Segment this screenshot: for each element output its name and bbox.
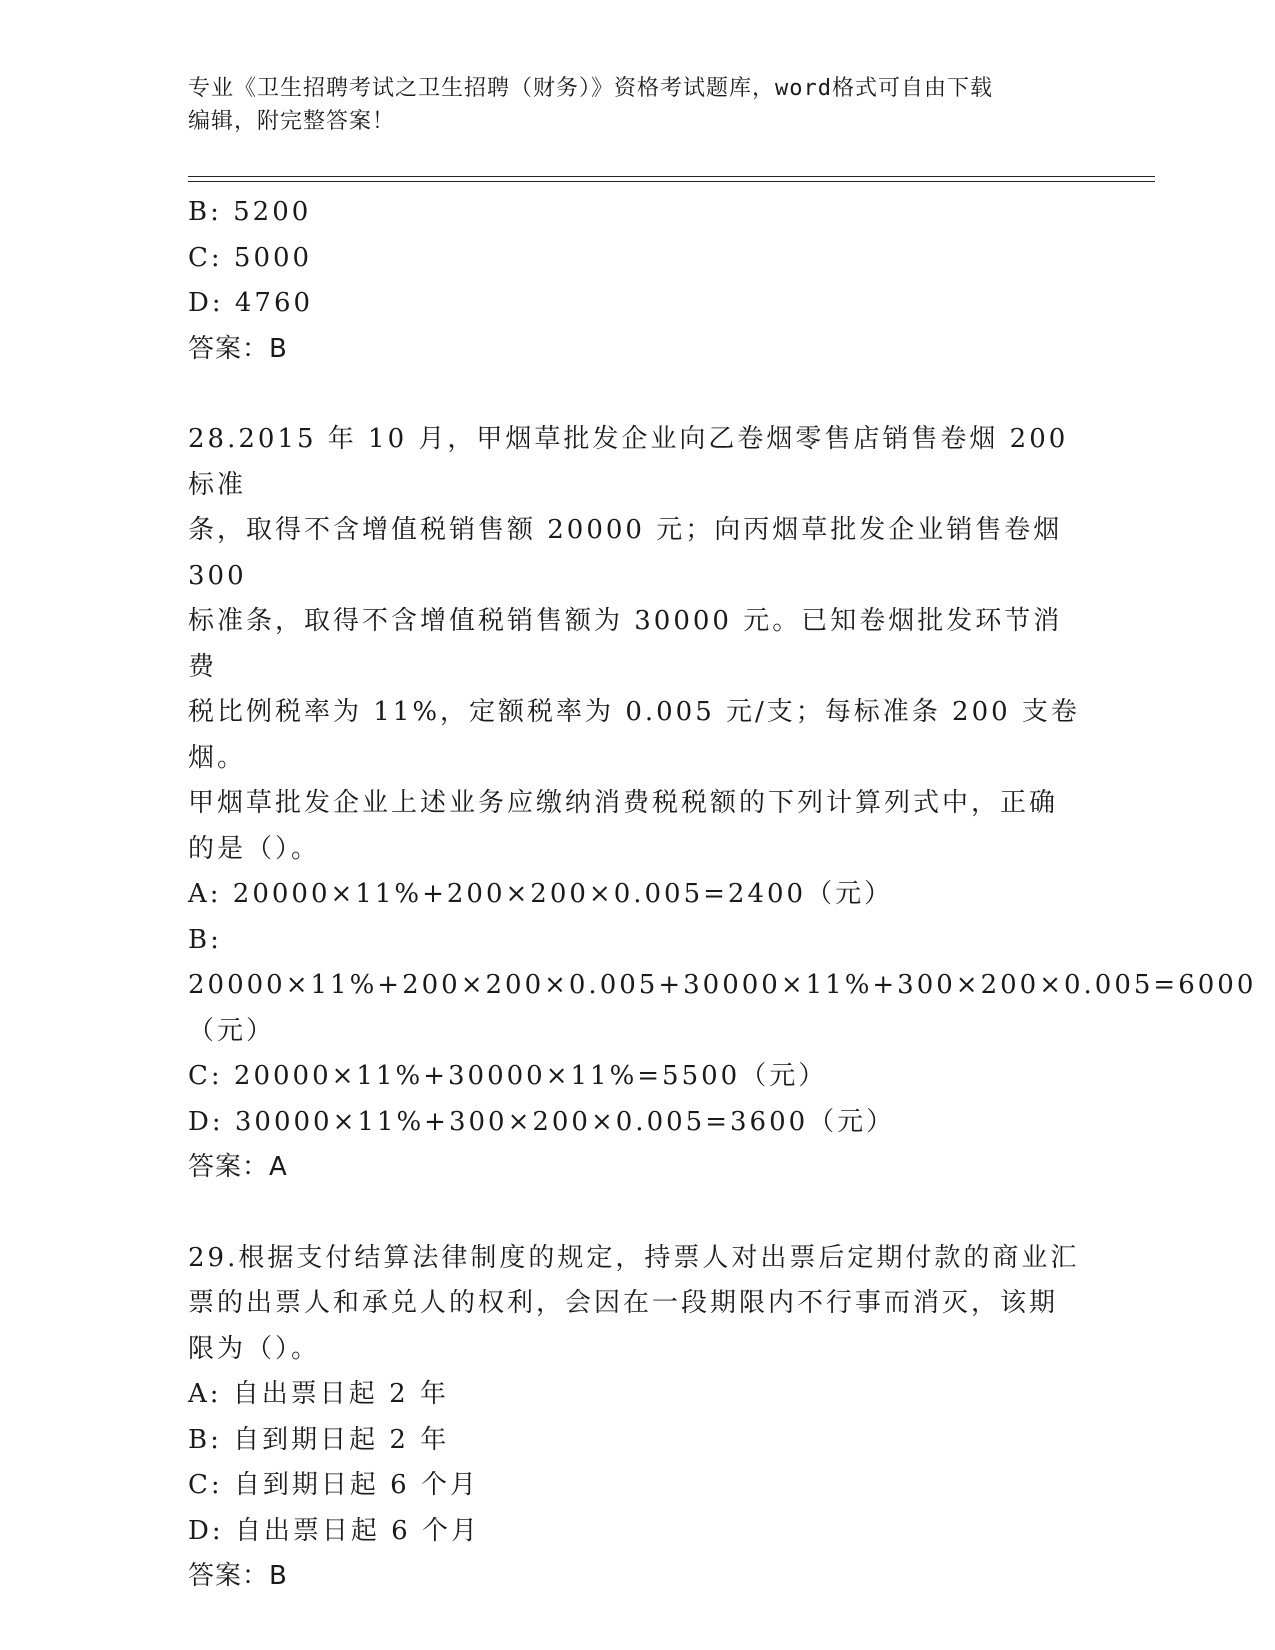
page-header xyxy=(188,72,1068,138)
question-text-line: 28.2015 年 10 月，甲烟草批发企业向乙卷烟零售店销售卷烟 200 标准 xyxy=(188,424,1080,500)
previous-question-options xyxy=(188,190,1088,372)
option-a: A: 自出票日起 2 年 xyxy=(188,1379,449,1409)
question-text-line: 甲烟草批发企业上述业务应缴纳消费税税额的下列计算列式中，正确 xyxy=(188,788,1059,818)
question-28 xyxy=(188,417,1257,1191)
header-divider-top xyxy=(188,176,1155,177)
option-c: C: 20000×11%+30000×11%=5500（元） xyxy=(188,1061,828,1091)
header-divider-bottom xyxy=(188,181,1155,182)
document-body xyxy=(188,190,1257,1600)
option-b: B: 5200 xyxy=(188,197,312,227)
answer: 答案：A xyxy=(188,1152,288,1182)
option-b-continued: （元） xyxy=(188,1015,276,1046)
answer: 答案：B xyxy=(188,1561,288,1591)
question-text-line: 税比例税率为 11%，定额税率为 0.005 元/支；每标准条 200 支卷烟。 xyxy=(188,697,1080,773)
spacer xyxy=(188,1191,1088,1236)
spacer xyxy=(188,372,1088,417)
option-d: D: 自出票日起 6 个月 xyxy=(188,1515,480,1546)
question-text-line: 票的出票人和承兑人的权利，会因在一段期限内不行事而消灭，该期 xyxy=(188,1288,1059,1318)
question-text-line: 29.根据支付结算法律制度的规定，持票人对出票后定期付款的商业汇 xyxy=(188,1242,1080,1273)
answer: 答案：B xyxy=(188,333,288,364)
option-d: D: 30000×11%+300×200×0.005=3600（元） xyxy=(188,1106,896,1137)
header-line-2: 编辑，附完整答案！ xyxy=(188,109,396,134)
option-c: C: 自到期日起 6 个月 xyxy=(188,1470,479,1500)
question-text-line: 条，取得不含增值税销售额 20000 元；向丙烟草批发企业销售卷烟 300 xyxy=(188,515,1074,591)
question-text-line: 限为（）。 xyxy=(188,1333,321,1364)
option-c: C: 5000 xyxy=(188,242,313,273)
option-a: A: 20000×11%+200×200×0.005=2400（元） xyxy=(188,879,894,909)
question-text-line: 标准条，取得不含增值税销售额为 30000 元。已知卷烟批发环节消费 xyxy=(188,606,1063,682)
header-line-1: 专业《卫生招聘考试之卫生招聘（财务）》资格考试题库，word格式可自由下载 xyxy=(188,76,993,101)
option-d: D: 4760 xyxy=(188,288,314,318)
option-b: B: 自到期日起 2 年 xyxy=(188,1424,450,1455)
question-text-line: 的是（）。 xyxy=(188,833,321,864)
question-29 xyxy=(188,1236,1088,1600)
option-b: B: 20000×11%+200×200×0.005+30000×11%+300×200×0.005=6000 xyxy=(188,924,1257,1000)
